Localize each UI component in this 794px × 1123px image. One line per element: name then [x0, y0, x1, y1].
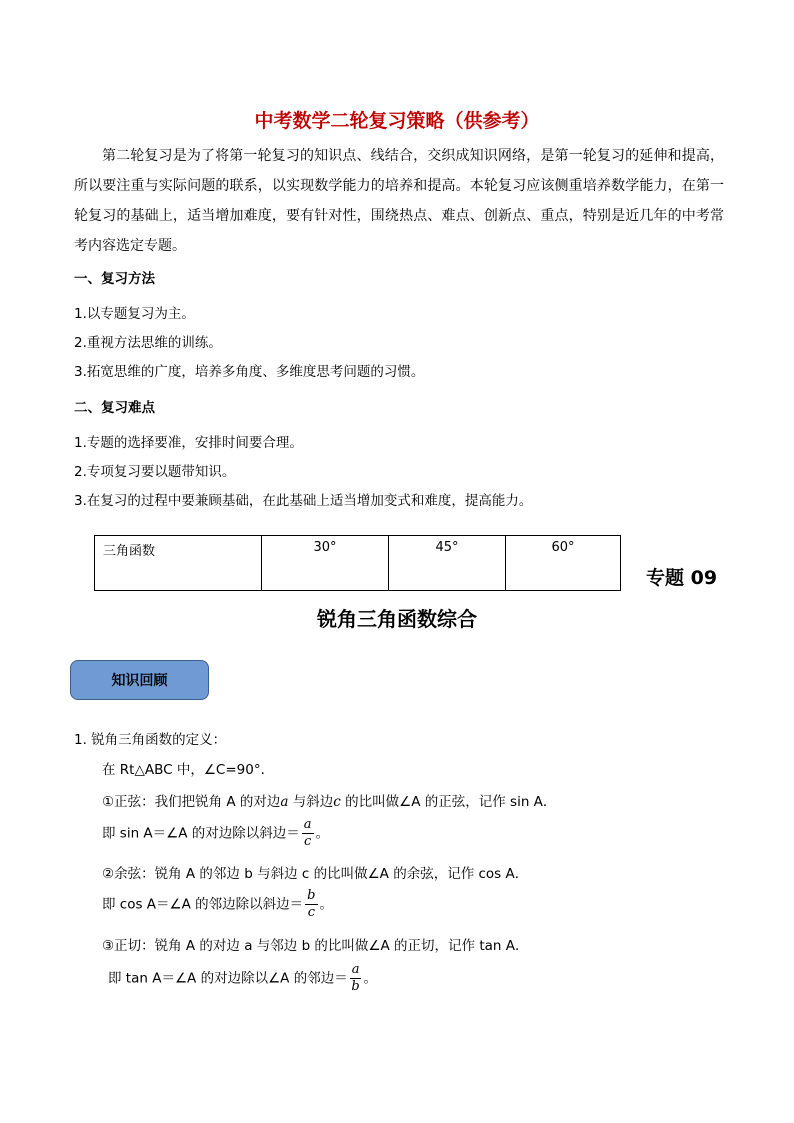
definition-heading: 1. 锐角三角函数的定义： [74, 732, 227, 748]
section1-heading: 一、复习方法 [74, 271, 155, 287]
table-cell-30: 30° [262, 536, 389, 591]
knowledge-review-badge: 知识回顾 [70, 660, 209, 700]
var-a: a [280, 794, 289, 810]
page-title: 中考数学二轮复习策略（供参考） [254, 110, 540, 132]
triangle-setup: 在 Rt△ABC 中，∠C=90°． [102, 762, 275, 778]
sine-denominator: c [304, 834, 312, 849]
section1-item-1: 1.以专题复习为主。 [74, 306, 195, 322]
section2-heading: 二、复习难点 [74, 400, 155, 416]
cosine-definition: ②余弦：锐角 A 的邻边 b 与斜边 c 的比叫做∠A 的余弦，记作 cos A． [102, 866, 529, 882]
tangent-denominator: b [351, 979, 360, 994]
tangent-fraction [350, 962, 362, 995]
sine-def-part3: 的比叫做∠A 的正弦，记作 sin A． [340, 794, 557, 810]
sine-formula-text: 即 sin A＝∠A 的对边除以斜边＝ [102, 825, 300, 842]
table-cell-45: 45° [389, 536, 506, 591]
cosine-formula [102, 888, 333, 921]
topic-subtitle: 锐角三角函数综合 [317, 607, 477, 631]
tangent-formula [108, 962, 377, 995]
tangent-numerator: a [351, 962, 360, 977]
angle-table [94, 535, 621, 591]
sine-def-part1: ①正弦：我们把锐角 A 的对边 [102, 794, 281, 810]
sine-def-part2: 与斜边 [288, 794, 334, 810]
section2-item-3: 3.在复习的过程中要兼顾基础，在此基础上适当增加变式和难度，提高能力。 [74, 493, 533, 509]
section1-item-2: 2.重视方法思维的训练。 [74, 335, 222, 351]
tangent-formula-text: 即 tan A＝∠A 的对边除以∠A 的邻边＝ [108, 970, 348, 987]
table-cell-function: 三角函数 [95, 536, 262, 591]
table-row [95, 536, 621, 591]
cosine-fraction [305, 888, 317, 921]
cosine-period: 。 [319, 896, 333, 913]
tangent-definition: ③正切：锐角 A 的对边 a 与邻边 b 的比叫做∠A 的正切，记作 tan A． [102, 938, 529, 954]
section1-item-3: 3.拓宽思维的广度，培养多角度、多维度思考问题的习惯。 [74, 364, 425, 380]
sine-definition [102, 790, 556, 810]
tangent-period: 。 [363, 970, 377, 987]
section2-item-1: 1.专题的选择要准，安排时间要合理。 [74, 435, 303, 451]
section2-item-2: 2.专项复习要以题带知识。 [74, 464, 236, 480]
sine-fraction [302, 817, 314, 850]
cosine-denominator: c [307, 905, 315, 920]
table-cell-60: 60° [506, 536, 621, 591]
sine-numerator: a [303, 817, 312, 832]
intro-paragraph: 第二轮复习是为了将第一轮复习的知识点、线结合，交织成知识网络，是第一轮复习的延伸和提高，所以要注重与实际问题的联系，以实现数学能力的培养和提高。本轮复习应该侧重培养数学能力，在第一轮复习的基础上，适当增加难度，要有针对性，围绕热点、难点、创新点、重点，特别是近几年的中考常考内容选定专题。 [74, 148, 724, 254]
topic-label: 专题 09 [646, 567, 718, 589]
var-c: c [333, 794, 341, 810]
sine-period: 。 [315, 825, 330, 842]
sine-formula [102, 817, 329, 850]
cosine-numerator: b [307, 888, 316, 903]
cosine-formula-text: 即 cos A＝∠A 的邻边除以斜边＝ [102, 896, 304, 913]
